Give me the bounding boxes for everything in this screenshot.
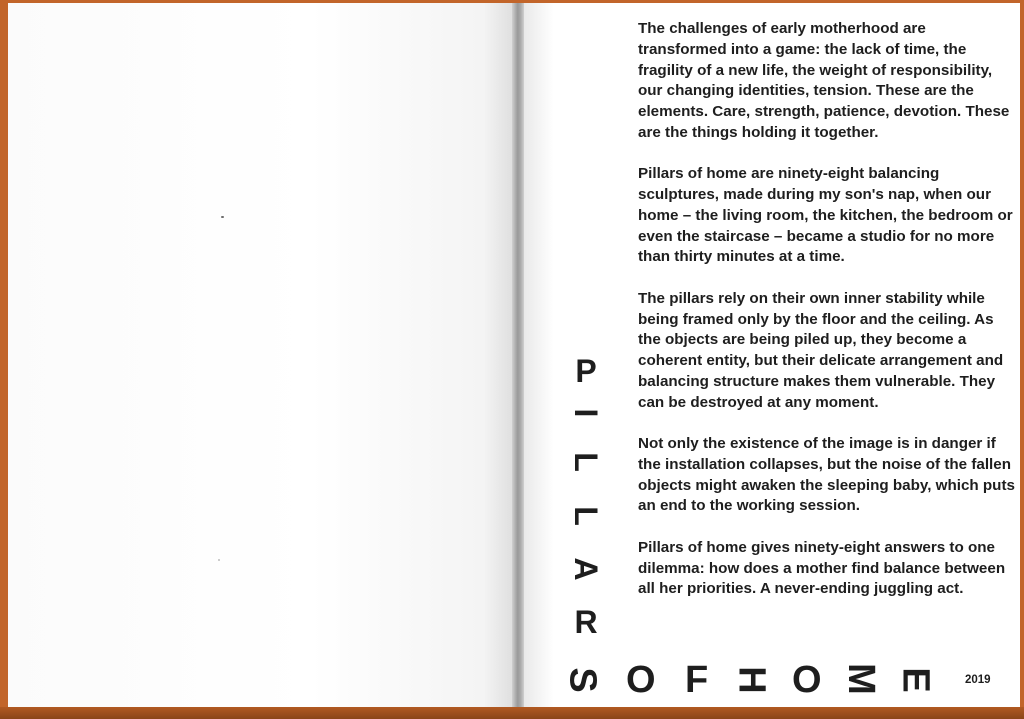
page-speck bbox=[218, 559, 220, 561]
title-letter-s: S bbox=[561, 667, 604, 693]
body-text bbox=[638, 19, 1016, 621]
title-letter-f: F bbox=[685, 659, 709, 701]
paragraph-2: Pillars of home are ninety-eight balancing sculptures, made during my son's nap, when our home – the living room, the kitchen, the bedroom or even the staircase – became a studio for no more than thirty minutes at a time. bbox=[638, 165, 1013, 266]
title-letter-l: L bbox=[568, 452, 604, 472]
title-letter-m: M bbox=[839, 663, 882, 695]
title-letter-o: O bbox=[792, 659, 822, 701]
title-letter-l: L bbox=[568, 506, 604, 526]
title-letter-i: I bbox=[568, 408, 604, 418]
title-letter-a: A bbox=[568, 557, 604, 581]
page-speck bbox=[221, 216, 224, 218]
year-label: 2019 bbox=[965, 674, 991, 686]
paragraph-3: The pillars rely on their own inner stability while being framed only by the floor and the ceiling. As the objects are being piled up, they become a coherent entity, but their delicate arrangement and balancing structure makes them vulnerable. They can be destroyed at any moment. bbox=[638, 289, 1004, 411]
title-letter-p: P bbox=[575, 353, 597, 389]
paragraph-5: Pillars of home gives ninety-eight answers to one dilemma: how does a mother find balance between all her priorities. A never-ending juggling act. bbox=[638, 538, 1006, 598]
title-letter-o: O bbox=[626, 659, 656, 701]
paragraph-4: Not only the existence of the image is in danger if the installation collapses, but the noise of the fallen objects might awaken the sleeping baby, which puts an end to the working session. bbox=[638, 435, 1015, 515]
title-letter-e: E bbox=[894, 667, 937, 693]
title-letter-r: R bbox=[574, 604, 598, 640]
title-letter-h: H bbox=[730, 666, 773, 694]
book-cover-edge bbox=[0, 707, 1024, 719]
left-page bbox=[8, 3, 514, 709]
paragraph-1: The challenges of early motherhood are transformed into a game: the lack of time, the fragility of a new life, the weight of responsibility, our changing identities, tension. These are the elements. Care, strength, patience, devotion. These are the things holding it together. bbox=[638, 20, 1010, 141]
